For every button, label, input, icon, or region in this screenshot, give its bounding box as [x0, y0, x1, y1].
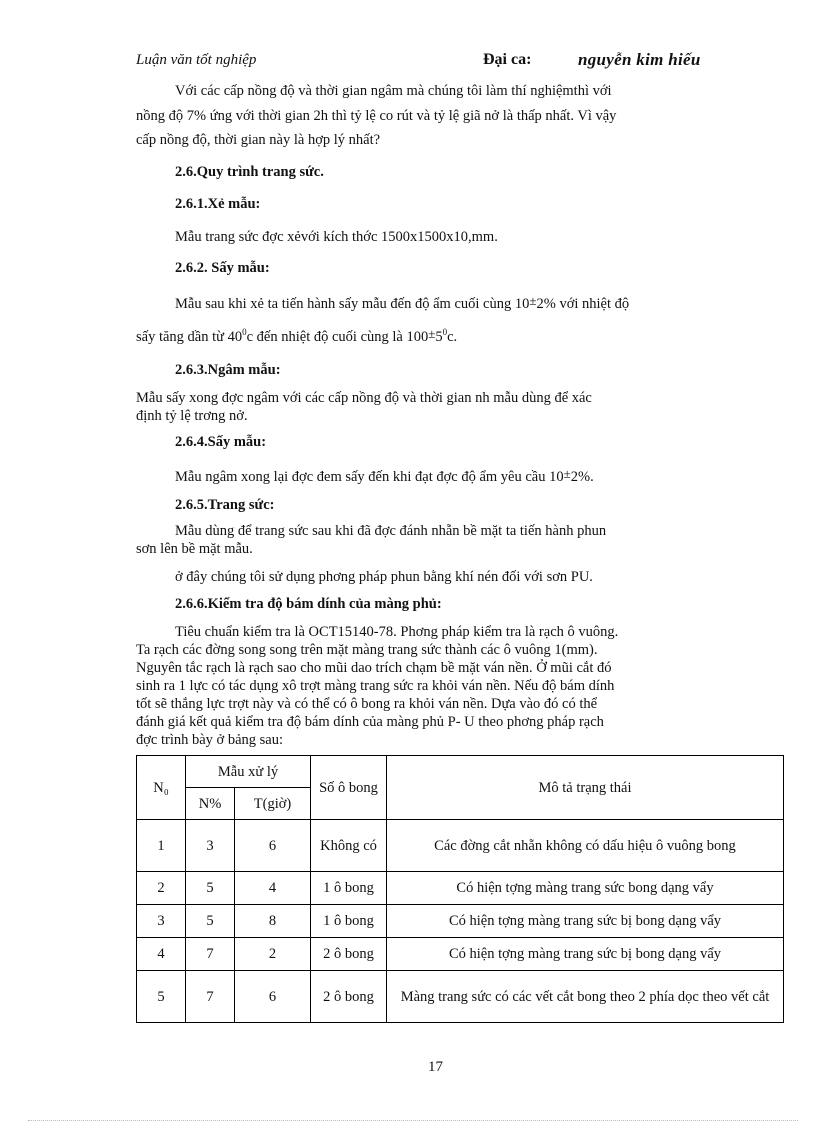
soak-dry-text-a: Mẫu ngâm xong lại đợc đem sấy đến khi đạt đợc độ ẩm yêu cầu 10: [175, 469, 564, 485]
cell-concentration: 7: [186, 938, 235, 971]
section-2-6-3-line-2: định tỷ lệ trơng nở.: [136, 408, 248, 424]
section-2-6-6-line-5: tốt sẽ thắng lực trợt này và có thể có ô bong ra khỏi ván nền. Dựa vào đó có thể: [136, 696, 598, 712]
table-row: [137, 820, 784, 872]
cell-concentration: 5: [186, 905, 235, 938]
header-sample-group: Mẫu xử lý: [186, 756, 311, 788]
section-2-6-5-heading: 2.6.5.Trang sức:: [175, 497, 275, 513]
header-advisor-label: Đại ca:: [483, 51, 532, 68]
cell-concentration: 7: [186, 971, 235, 1023]
section-2-6-6-line-6: đánh giá kết quả kiểm tra độ bám dính của màng phủ P- U theo phơng pháp rạch: [136, 714, 604, 730]
cell-concentration: 5: [186, 872, 235, 905]
intro-line-1: Với các cấp nồng độ và thời gian ngâm mà chúng tôi làm thí nghiệmthì với: [175, 83, 612, 99]
section-2-6-1-heading: 2.6.1.Xẻ mẫu:: [175, 196, 261, 212]
header-description: Mô tả trạng thái: [387, 756, 784, 820]
section-2-6-6-line-3: Nguyên tắc rạch là rạch sao cho mũi dao trích chạm bề mặt ván nền. Ở mũi cắt đó: [136, 660, 612, 676]
cell-peel-count: 1 ô bong: [311, 905, 387, 938]
cell-description: Có hiện tợng màng trang sức bị bong dạng vẩy: [387, 905, 784, 938]
section-2-6-3-heading: 2.6.3.Ngâm mẫu:: [175, 362, 281, 378]
temp-text-b: c đến nhiệt độ cuối cùng là 100: [246, 329, 429, 345]
cell-concentration: 3: [186, 820, 235, 872]
cell-description: Có hiện tợng màng trang sức bong dạng vẩy: [387, 872, 784, 905]
cell-no: 4: [137, 938, 186, 971]
section-2-6-6-heading: 2.6.6.Kiểm tra độ bám dính của màng phủ:: [175, 596, 442, 612]
section-2-6-2-line-2: [136, 327, 457, 347]
cell-description: Có hiện tợng màng trang sức bị bong dạng vẩy: [387, 938, 784, 971]
section-2-6-heading: 2.6.Quy trình trang sức.: [175, 164, 324, 180]
cell-time: 4: [235, 872, 311, 905]
cell-time: 2: [235, 938, 311, 971]
cell-peel-count: 1 ô bong: [311, 872, 387, 905]
cell-no: 1: [137, 820, 186, 872]
plus-minus-symbol: ±: [563, 466, 571, 481]
table-header-row: [137, 756, 784, 788]
cell-no: 5: [137, 971, 186, 1023]
table-row: [137, 938, 784, 971]
cell-time: 6: [235, 971, 311, 1023]
section-2-6-4-line-1: [175, 467, 594, 487]
page-bottom-divider: [28, 1120, 798, 1121]
temp-text-a: sấy tăng dần từ 40: [136, 329, 243, 345]
section-2-6-6-line-7: đợc trình bày ở bảng sau:: [136, 732, 284, 748]
section-2-6-2-heading: 2.6.2. Sấy mẫu:: [175, 260, 270, 276]
section-2-6-3-line-1: Mẫu sấy xong đợc ngâm với các cấp nồng độ và thời gian nh mẫu dùng để xác: [136, 390, 592, 406]
plus-minus-symbol: ±: [529, 293, 537, 308]
cell-no: 2: [137, 872, 186, 905]
degree-superscript: 0: [242, 327, 247, 338]
section-2-6-5-line-2: sơn lên bề mặt mẫu.: [136, 541, 253, 557]
intro-line-2: nồng độ 7% ứng với thời gian 2h thì tỷ lệ co rút và tỷ lệ giã nở là thấp nhất. Vì vậy: [136, 108, 617, 124]
intro-line-3: cấp nồng độ, thời gian này là hợp lý nhất?: [136, 132, 381, 148]
drying-text-b: 2% với nhiệt độ: [536, 296, 630, 312]
section-2-6-5-line-3: ở đây chúng tôi sử dụng phơng pháp phun bằng khí nén đối với sơn PU.: [175, 569, 593, 585]
cell-time: 6: [235, 820, 311, 872]
degree-superscript: 0: [442, 327, 448, 338]
cell-description: Các đờng cắt nhẵn không có dấu hiệu ô vuông bong: [387, 820, 784, 872]
cell-peel-count: 2 ô bong: [311, 938, 387, 971]
header-time: T(giờ): [235, 788, 311, 820]
adhesion-results-table: [136, 755, 784, 1023]
section-2-6-2-line-1: [175, 294, 629, 314]
section-2-6-5-line-1: Mẫu dùng để trang sức sau khi đã đợc đánh nhẵn bề mặt ta tiến hành phun: [175, 523, 607, 539]
section-2-6-6-line-2: Ta rạch các đờng song song trên mặt màng trang sức thành các ô vuông 1(mm).: [136, 642, 598, 658]
temp-text-c: 5: [435, 329, 443, 345]
cell-no: 3: [137, 905, 186, 938]
table-row: [137, 971, 784, 1023]
header-author-name: nguyễn kim hiếu: [578, 50, 701, 69]
section-2-6-4-heading: 2.6.4.Sấy mẫu:: [175, 434, 267, 450]
header-concentration: N%: [186, 788, 235, 820]
drying-text-a: Mẫu sau khi xẻ ta tiến hành sấy mẫu đến độ ẩm cuối cùng 10: [175, 296, 530, 312]
header-thesis-label: Luận văn tốt nghiệp: [136, 52, 257, 68]
section-2-6-1-text: Mẫu trang sức đợc xẻvới kích thớc 1500x1500x10,mm.: [175, 229, 498, 245]
cell-peel-count: Không có: [311, 820, 387, 872]
page-number: 17: [428, 1059, 443, 1075]
header-no: N₀: [137, 756, 186, 820]
temp-text-d: c.: [447, 329, 458, 345]
table-row: [137, 872, 784, 905]
cell-peel-count: 2 ô bong: [311, 971, 387, 1023]
cell-time: 8: [235, 905, 311, 938]
header-peel-count: Số ô bong: [311, 756, 387, 820]
plus-minus-symbol: ±: [428, 326, 436, 341]
soak-dry-text-b: 2%.: [570, 469, 594, 485]
table-row: [137, 905, 784, 938]
section-2-6-6-line-1: Tiêu chuẩn kiểm tra là OCT15140-78. Phơng pháp kiểm tra là rạch ô vuông.: [175, 624, 619, 640]
section-2-6-6-line-4: sinh ra 1 lực có tác dụng xô trợt màng trang sức ra khỏi ván nền. Nếu độ bám dính: [136, 678, 615, 694]
cell-description: Màng trang sức có các vết cắt bong theo 2 phía dọc theo vết cắt: [387, 971, 784, 1023]
